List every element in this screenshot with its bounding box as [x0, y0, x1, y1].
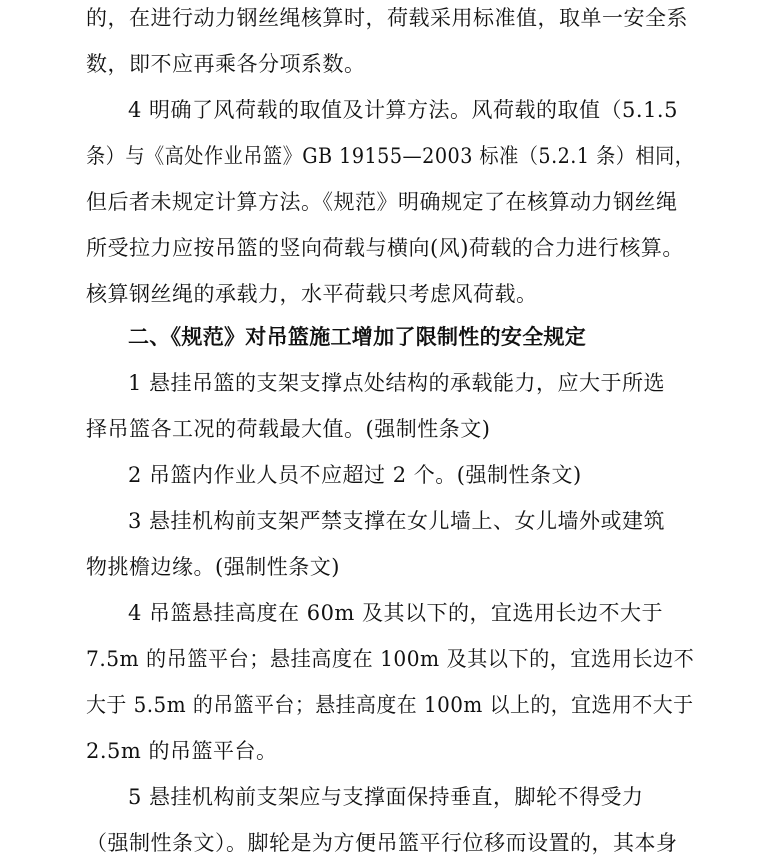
section-heading: 二、《规范》对吊篮施工增加了限制性的安全规定	[128, 325, 587, 349]
text-line-2: 数，即不应再乘各分项系数。	[86, 52, 366, 76]
text-line-17: 2.5m 的吊篮平台。	[86, 739, 278, 763]
text-line-7: 核算钢丝绳的承载力，水平荷载只考虑风荷载。	[86, 282, 538, 306]
text-line-4: 条）与《高处作业吊篮》GB 19155—2003 标准（5.2.1 条）相同，	[86, 144, 695, 168]
text-line-10: 择吊篮各工况的荷载最大值。(强制性条文)	[86, 417, 491, 441]
text-line-3: 4 明确了风荷载的取值及计算方法。风荷载的取值（5.1.5	[128, 98, 678, 122]
text-line-5: 但后者未规定计算方法。《规范》明确规定了在核算动力钢丝绳	[86, 190, 678, 214]
text-line-13: 物挑檐边缘。(强制性条文)	[86, 555, 340, 579]
text-line-12: 3 悬挂机构前支架严禁支撑在女儿墙上、女儿墙外或建筑	[128, 509, 666, 533]
text-line-14: 4 吊篮悬挂高度在 60m 及其以下的，宜选用长边不大于	[128, 601, 664, 625]
text-line-18: 5 悬挂机构前支架应与支撑面保持垂直，脚轮不得受力	[128, 785, 644, 809]
text-line-11: 2 吊篮内作业人员不应超过 2 个。(强制性条文)	[128, 463, 582, 487]
text-line-1: 的，在进行动力钢丝绳核算时，荷载采用标准值，取单一安全系	[86, 6, 688, 30]
text-line-6: 所受拉力应按吊篮的竖向荷载与横向(风)荷载的合力进行核算。	[86, 236, 684, 260]
text-line-19: （强制性条文）。脚轮是为方便吊篮平行位移而设置的，其本身	[86, 831, 678, 855]
text-line-9: 1 悬挂吊篮的支架支撑点处结构的承载能力，应大于所选	[128, 371, 666, 395]
text-line-15: 7.5m 的吊篮平台；悬挂高度在 100m 及其以下的，宜选用长边不	[86, 647, 695, 671]
text-line-16: 大于 5.5m 的吊篮平台；悬挂高度在 100m 以上的，宜选用不大于	[86, 693, 694, 717]
